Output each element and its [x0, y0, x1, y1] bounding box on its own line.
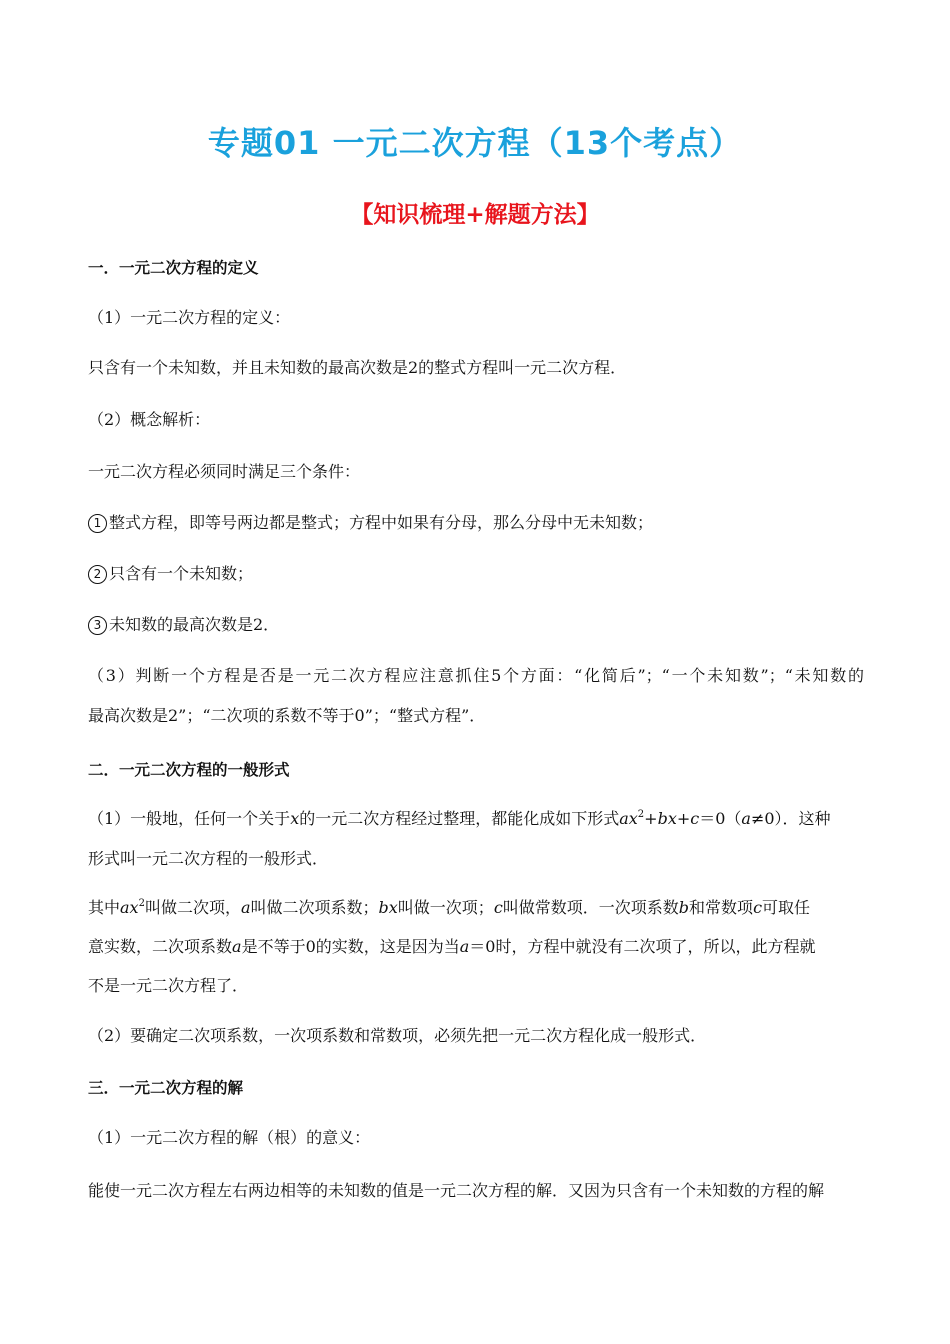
- paragraph: （1）一般地，任何一个关于x的一元二次方程经过整理，都能化成如下形式$ax^2+bx+c=0(a\ne 0)$．这种: [88, 809, 831, 828]
- section-heading-general-form: 二．一元二次方程的一般形式: [88, 761, 290, 779]
- circled-number: 2: [88, 565, 107, 584]
- page-title: 专题01 一元二次方程（13个考点）: [207, 124, 743, 162]
- paragraph: 只含有一个未知数，并且未知数的最高次数是2的整式方程叫一元二次方程．: [88, 358, 627, 377]
- paragraph: 形式叫一元二次方程的一般形式．: [88, 849, 329, 868]
- paragraph: （3）判断一个方程是否是一元二次方程应注意抓住5个方面：“化简后”；“一个未知数”；“未知数的: [88, 666, 864, 685]
- page-subtitle: 【知识梳理+解题方法】: [350, 202, 600, 228]
- circled-number: 1: [88, 514, 107, 533]
- paragraph: 一元二次方程必须同时满足三个条件：: [88, 462, 361, 481]
- list-item: 3 未知数的最高次数是2．: [88, 615, 864, 635]
- list-item: 2 只含有一个未知数；: [88, 564, 864, 584]
- paragraph: 能使一元二次方程左右两边相等的未知数的值是一元二次方程的解．又因为只含有一个未知数的方程的解: [88, 1181, 825, 1200]
- paragraph: 意实数，二次项系数a是不等于0的实数，这是因为当a＝0时，方程中就没有二次项了，所以，此方程就: [88, 937, 816, 956]
- section-heading-solution: 三．一元二次方程的解: [88, 1079, 244, 1097]
- list-item: 1 整式方程，即等号两边都是整式；方程中如果有分母，那么分母中无未知数；: [88, 513, 864, 533]
- paragraph: （2）要确定二次项系数，一次项系数和常数项，必须先把一元二次方程化成一般形式．: [88, 1026, 707, 1045]
- paragraph: 其中$ax^2$叫做二次项，a叫做二次项系数；bx叫做一次项；c叫做常数项．一次项系数b和常数项c可取任: [88, 898, 811, 917]
- paragraph: （1）一元二次方程的解（根）的意义：: [88, 1128, 371, 1147]
- section-heading-definition: 一．一元二次方程的定义: [88, 259, 259, 277]
- paragraph: 不是一元二次方程了．: [88, 976, 249, 995]
- paragraph: （1）一元二次方程的定义：: [88, 308, 291, 327]
- circled-number: 3: [88, 616, 107, 635]
- paragraph: （2）概念解析：: [88, 410, 211, 429]
- paragraph: 最高次数是2”；“二次项的系数不等于0”；“整式方程”．: [88, 706, 486, 725]
